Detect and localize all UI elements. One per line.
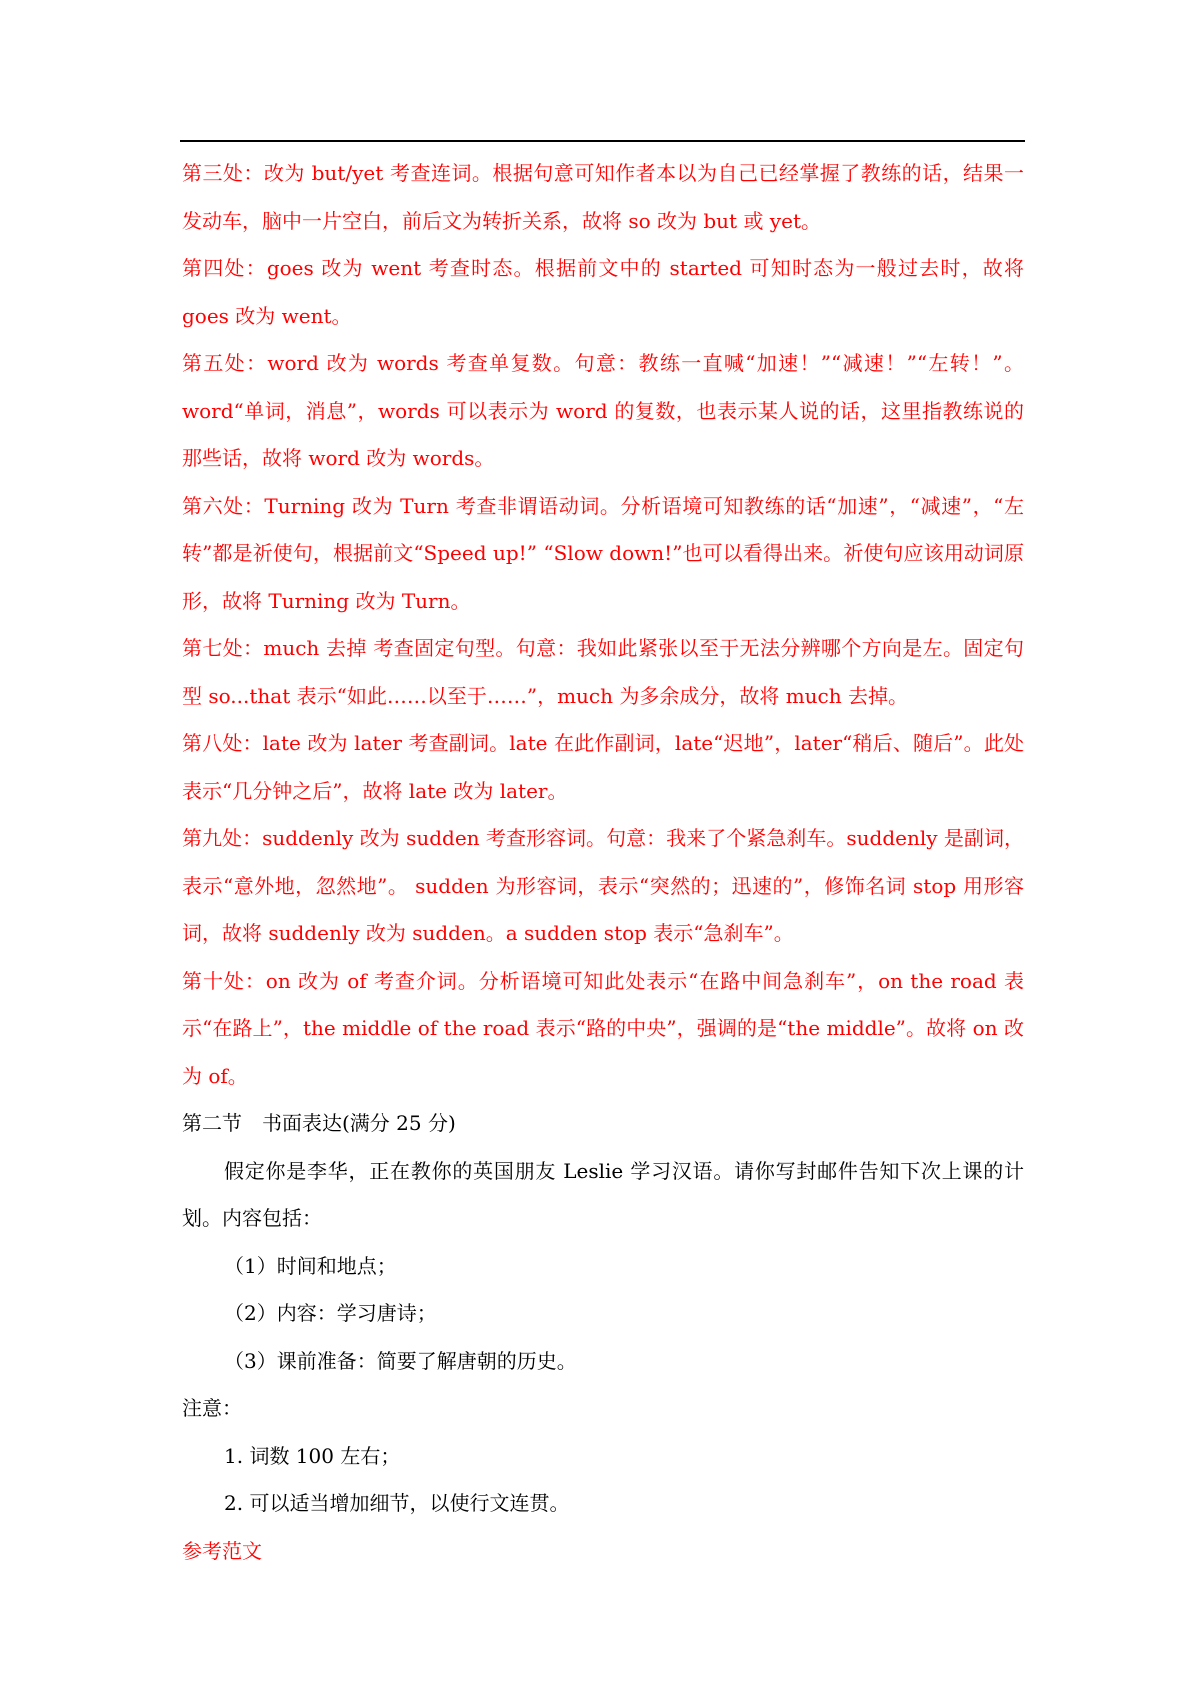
- answer-9: 第九处：suddenly 改为 sudden 考查形容词。句意：我来了个紧急刹车。suddenly 是副词，表示“意外地，忽然地”。 sudden 为形容词，表示“突然的；迅速的”，修饰名词 stop 用形容词，故将 suddenly 改为 sudden。a sudden stop 表示“急刹车”。: [182, 826, 1024, 945]
- note-item-1: 1. 词数 100 左右；: [224, 1443, 401, 1468]
- reference-heading: 参考范文: [182, 1538, 262, 1563]
- answer-7: 第七处：much 去掉 考查固定句型。句意：我如此紧张以至于无法分辨哪个方向是左。固定句型 so...that 表示“如此……以至于……”，much 为多余成分，故将 much 去掉。: [182, 636, 1024, 708]
- answer-6: 第六处：Turning 改为 Turn 考查非谓语动词。分析语境可知教练的话“加速”，“减速”，“左转”都是祈使句，根据前文“Speed up!” “Slow down!”也可以看得出来。祈使句应该用动词原形，故将 Turning 改为 Turn。: [182, 493, 1024, 613]
- requirement-item-2: （2）内容：学习唐诗；: [224, 1301, 437, 1325]
- answer-10: 第十处：on 改为 of 考查介词。分析语境可知此处表示“在路中间急刹车”，on the road 表示“在路上”，the middle of the road 表示“路的中央”，强调的是“the middle”。故将 on 改为 of。: [182, 968, 1024, 1088]
- requirement-item-1: （1）时间和地点；: [224, 1253, 397, 1278]
- header-rule: [180, 140, 1025, 142]
- writing-prompt: 假定你是李华，正在教你的英国朋友 Leslie 学习汉语。请你写封邮件告知下次上课的计划。内容包括：: [182, 1158, 1024, 1230]
- section-heading: 第二节 书面表达(满分 25 分): [182, 1111, 456, 1135]
- note-item-2: 2. 可以适当增加细节，以使行文连贯。: [224, 1491, 570, 1515]
- answer-8: 第八处：late 改为 later 考查副词。late 在此作副词，late“迟地”，later“稍后、随后”。此处表示“几分钟之后”，故将 late 改为 later。: [182, 731, 1024, 803]
- document-body: [182, 150, 1024, 1575]
- requirement-item-3: （3）课前准备：简要了解唐朝的历史。: [224, 1348, 577, 1373]
- answer-5: 第五处：word 改为 words 考查单复数。句意：教练一直喊“加速！”“减速！”“左转！”。word“单词，消息”，words 可以表示为 word 的复数，也表示某人说的话，这里指教练说的那些话，故将 word 改为 words。: [182, 351, 1024, 470]
- answer-3: 第三处：改为 but/yet 考查连词。根据句意可知作者本以为自己已经掌握了教练的话，结果一发动车，脑中一片空白，前后文为转折关系，故将 so 改为 but 或 yet。: [182, 161, 1024, 233]
- notes-heading: 注意：: [182, 1396, 242, 1420]
- answer-4: 第四处：goes 改为 went 考查时态。根据前文中的 started 可知时态为一般过去时，故将 goes 改为 went。: [182, 256, 1024, 328]
